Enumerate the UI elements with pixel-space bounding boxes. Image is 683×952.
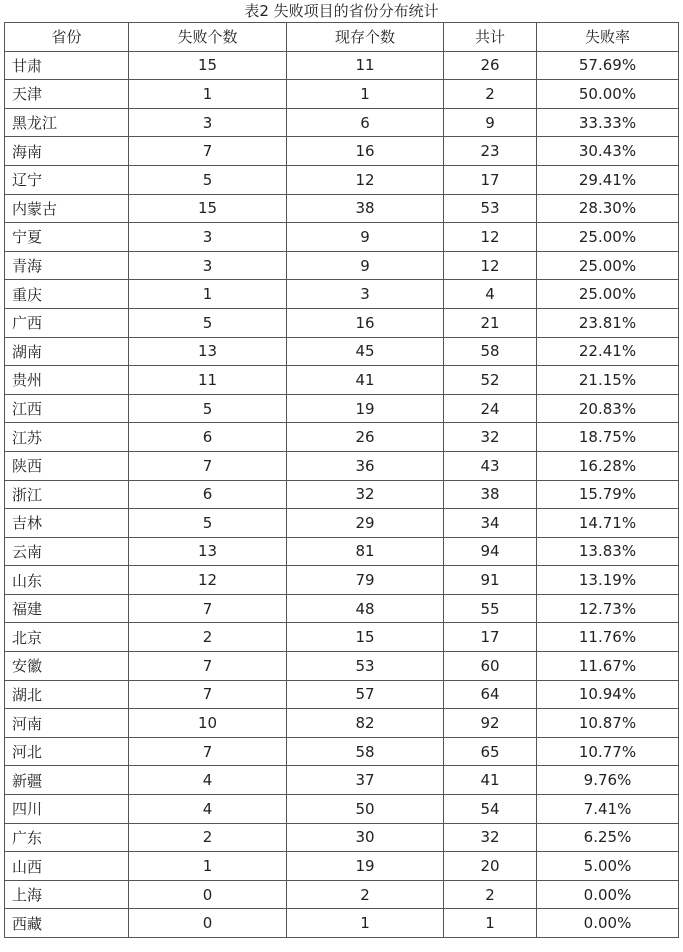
cell-total: 26 bbox=[444, 51, 537, 80]
cell-total: 2 bbox=[444, 80, 537, 109]
cell-failure-rate: 0.00% bbox=[537, 909, 679, 938]
cell-failure-rate: 9.76% bbox=[537, 766, 679, 795]
cell-failed-count: 6 bbox=[129, 423, 287, 452]
cell-total: 53 bbox=[444, 194, 537, 223]
table-row bbox=[5, 566, 679, 595]
cell-failure-rate: 23.81% bbox=[537, 308, 679, 337]
table-body bbox=[5, 51, 679, 937]
table-row bbox=[5, 165, 679, 194]
table-row bbox=[5, 766, 679, 795]
cell-total: 94 bbox=[444, 537, 537, 566]
table-row bbox=[5, 280, 679, 309]
cell-failed-count: 15 bbox=[129, 194, 287, 223]
cell-failed-count: 5 bbox=[129, 165, 287, 194]
table-row bbox=[5, 423, 679, 452]
cell-failure-rate: 11.76% bbox=[537, 623, 679, 652]
table-row bbox=[5, 308, 679, 337]
cell-failed-count: 3 bbox=[129, 251, 287, 280]
cell-existing-count: 32 bbox=[287, 480, 444, 509]
cell-existing-count: 12 bbox=[287, 165, 444, 194]
table-row bbox=[5, 394, 679, 423]
table-row bbox=[5, 594, 679, 623]
cell-existing-count: 82 bbox=[287, 709, 444, 738]
cell-failed-count: 7 bbox=[129, 594, 287, 623]
cell-province: 海南 bbox=[5, 137, 129, 166]
cell-existing-count: 79 bbox=[287, 566, 444, 595]
cell-failed-count: 0 bbox=[129, 880, 287, 909]
cell-failed-count: 5 bbox=[129, 509, 287, 538]
cell-failed-count: 5 bbox=[129, 394, 287, 423]
cell-failure-rate: 20.83% bbox=[537, 394, 679, 423]
cell-existing-count: 3 bbox=[287, 280, 444, 309]
table-row bbox=[5, 223, 679, 252]
cell-total: 91 bbox=[444, 566, 537, 595]
cell-province: 湖北 bbox=[5, 680, 129, 709]
cell-province: 贵州 bbox=[5, 366, 129, 395]
cell-failure-rate: 18.75% bbox=[537, 423, 679, 452]
cell-province: 福建 bbox=[5, 594, 129, 623]
cell-failure-rate: 13.83% bbox=[537, 537, 679, 566]
header-existing-count: 现存个数 bbox=[287, 23, 444, 52]
cell-existing-count: 2 bbox=[287, 880, 444, 909]
cell-total: 17 bbox=[444, 165, 537, 194]
cell-failure-rate: 6.25% bbox=[537, 823, 679, 852]
cell-total: 20 bbox=[444, 852, 537, 881]
cell-province: 陕西 bbox=[5, 451, 129, 480]
cell-failed-count: 6 bbox=[129, 480, 287, 509]
cell-failure-rate: 25.00% bbox=[537, 280, 679, 309]
cell-existing-count: 30 bbox=[287, 823, 444, 852]
cell-province: 江西 bbox=[5, 394, 129, 423]
cell-total: 12 bbox=[444, 223, 537, 252]
cell-province: 广东 bbox=[5, 823, 129, 852]
cell-failure-rate: 22.41% bbox=[537, 337, 679, 366]
table-row bbox=[5, 137, 679, 166]
table-row bbox=[5, 623, 679, 652]
cell-existing-count: 26 bbox=[287, 423, 444, 452]
table-row bbox=[5, 366, 679, 395]
cell-total: 64 bbox=[444, 680, 537, 709]
cell-failure-rate: 30.43% bbox=[537, 137, 679, 166]
cell-failure-rate: 10.77% bbox=[537, 737, 679, 766]
cell-total: 17 bbox=[444, 623, 537, 652]
cell-existing-count: 6 bbox=[287, 108, 444, 137]
table-row bbox=[5, 909, 679, 938]
cell-failure-rate: 10.94% bbox=[537, 680, 679, 709]
cell-existing-count: 48 bbox=[287, 594, 444, 623]
header-failed-count: 失败个数 bbox=[129, 23, 287, 52]
cell-failed-count: 1 bbox=[129, 280, 287, 309]
cell-total: 24 bbox=[444, 394, 537, 423]
cell-failed-count: 0 bbox=[129, 909, 287, 938]
cell-failed-count: 11 bbox=[129, 366, 287, 395]
cell-failed-count: 2 bbox=[129, 823, 287, 852]
cell-failure-rate: 29.41% bbox=[537, 165, 679, 194]
cell-failure-rate: 57.69% bbox=[537, 51, 679, 80]
table-caption: 表2 失败项目的省份分布统计 bbox=[244, 2, 439, 20]
table-row bbox=[5, 108, 679, 137]
cell-failure-rate: 33.33% bbox=[537, 108, 679, 137]
cell-total: 55 bbox=[444, 594, 537, 623]
cell-existing-count: 41 bbox=[287, 366, 444, 395]
cell-total: 34 bbox=[444, 509, 537, 538]
cell-province: 西藏 bbox=[5, 909, 129, 938]
cell-failure-rate: 15.79% bbox=[537, 480, 679, 509]
table-row bbox=[5, 194, 679, 223]
table-row bbox=[5, 509, 679, 538]
table-row bbox=[5, 451, 679, 480]
cell-province: 河南 bbox=[5, 709, 129, 738]
cell-failed-count: 1 bbox=[129, 80, 287, 109]
cell-province: 新疆 bbox=[5, 766, 129, 795]
cell-existing-count: 16 bbox=[287, 137, 444, 166]
cell-province: 北京 bbox=[5, 623, 129, 652]
cell-total: 2 bbox=[444, 880, 537, 909]
header-failure-rate: 失败率 bbox=[537, 23, 679, 52]
cell-existing-count: 37 bbox=[287, 766, 444, 795]
cell-province: 安徽 bbox=[5, 652, 129, 681]
cell-failure-rate: 21.15% bbox=[537, 366, 679, 395]
cell-existing-count: 29 bbox=[287, 509, 444, 538]
cell-province: 广西 bbox=[5, 308, 129, 337]
cell-failed-count: 12 bbox=[129, 566, 287, 595]
cell-failed-count: 15 bbox=[129, 51, 287, 80]
cell-failure-rate: 28.30% bbox=[537, 194, 679, 223]
cell-province: 四川 bbox=[5, 795, 129, 824]
cell-province: 辽宁 bbox=[5, 165, 129, 194]
cell-failed-count: 7 bbox=[129, 451, 287, 480]
cell-failed-count: 7 bbox=[129, 137, 287, 166]
cell-failure-rate: 5.00% bbox=[537, 852, 679, 881]
cell-failure-rate: 12.73% bbox=[537, 594, 679, 623]
table-row bbox=[5, 880, 679, 909]
cell-failure-rate: 11.67% bbox=[537, 652, 679, 681]
cell-total: 1 bbox=[444, 909, 537, 938]
cell-total: 23 bbox=[444, 137, 537, 166]
cell-existing-count: 53 bbox=[287, 652, 444, 681]
cell-total: 92 bbox=[444, 709, 537, 738]
table-row bbox=[5, 337, 679, 366]
cell-total: 54 bbox=[444, 795, 537, 824]
cell-total: 9 bbox=[444, 108, 537, 137]
cell-failure-rate: 7.41% bbox=[537, 795, 679, 824]
cell-failed-count: 1 bbox=[129, 852, 287, 881]
table-row bbox=[5, 480, 679, 509]
cell-failed-count: 13 bbox=[129, 537, 287, 566]
cell-failed-count: 10 bbox=[129, 709, 287, 738]
cell-province: 内蒙古 bbox=[5, 194, 129, 223]
cell-failed-count: 4 bbox=[129, 795, 287, 824]
cell-failed-count: 2 bbox=[129, 623, 287, 652]
cell-total: 12 bbox=[444, 251, 537, 280]
table-row bbox=[5, 80, 679, 109]
cell-total: 65 bbox=[444, 737, 537, 766]
cell-province: 天津 bbox=[5, 80, 129, 109]
cell-province: 山西 bbox=[5, 852, 129, 881]
cell-province: 江苏 bbox=[5, 423, 129, 452]
cell-existing-count: 9 bbox=[287, 251, 444, 280]
cell-failed-count: 5 bbox=[129, 308, 287, 337]
table-row bbox=[5, 652, 679, 681]
cell-province: 山东 bbox=[5, 566, 129, 595]
cell-total: 41 bbox=[444, 766, 537, 795]
table-row bbox=[5, 709, 679, 738]
header-row bbox=[5, 23, 679, 52]
cell-province: 甘肃 bbox=[5, 51, 129, 80]
cell-province: 上海 bbox=[5, 880, 129, 909]
cell-existing-count: 36 bbox=[287, 451, 444, 480]
cell-existing-count: 45 bbox=[287, 337, 444, 366]
cell-total: 21 bbox=[444, 308, 537, 337]
cell-province: 湖南 bbox=[5, 337, 129, 366]
cell-existing-count: 9 bbox=[287, 223, 444, 252]
header-province: 省份 bbox=[5, 23, 129, 52]
cell-existing-count: 19 bbox=[287, 394, 444, 423]
cell-failure-rate: 13.19% bbox=[537, 566, 679, 595]
cell-existing-count: 57 bbox=[287, 680, 444, 709]
cell-failed-count: 7 bbox=[129, 737, 287, 766]
cell-existing-count: 1 bbox=[287, 909, 444, 938]
table-row bbox=[5, 795, 679, 824]
cell-failure-rate: 14.71% bbox=[537, 509, 679, 538]
cell-province: 重庆 bbox=[5, 280, 129, 309]
cell-existing-count: 58 bbox=[287, 737, 444, 766]
cell-total: 4 bbox=[444, 280, 537, 309]
cell-existing-count: 38 bbox=[287, 194, 444, 223]
cell-existing-count: 1 bbox=[287, 80, 444, 109]
cell-failed-count: 7 bbox=[129, 680, 287, 709]
cell-total: 60 bbox=[444, 652, 537, 681]
cell-existing-count: 11 bbox=[287, 51, 444, 80]
cell-existing-count: 19 bbox=[287, 852, 444, 881]
cell-province: 青海 bbox=[5, 251, 129, 280]
cell-failure-rate: 25.00% bbox=[537, 251, 679, 280]
table-row bbox=[5, 680, 679, 709]
table-row bbox=[5, 537, 679, 566]
cell-existing-count: 16 bbox=[287, 308, 444, 337]
province-failure-table bbox=[4, 22, 679, 938]
table-row bbox=[5, 251, 679, 280]
cell-failed-count: 3 bbox=[129, 108, 287, 137]
cell-failure-rate: 25.00% bbox=[537, 223, 679, 252]
cell-failed-count: 13 bbox=[129, 337, 287, 366]
cell-existing-count: 50 bbox=[287, 795, 444, 824]
cell-total: 52 bbox=[444, 366, 537, 395]
cell-total: 32 bbox=[444, 423, 537, 452]
cell-existing-count: 15 bbox=[287, 623, 444, 652]
cell-province: 黑龙江 bbox=[5, 108, 129, 137]
cell-province: 吉林 bbox=[5, 509, 129, 538]
cell-failure-rate: 16.28% bbox=[537, 451, 679, 480]
cell-existing-count: 81 bbox=[287, 537, 444, 566]
header-total: 共计 bbox=[444, 23, 537, 52]
cell-failure-rate: 50.00% bbox=[537, 80, 679, 109]
cell-failed-count: 4 bbox=[129, 766, 287, 795]
table-row bbox=[5, 51, 679, 80]
table-row bbox=[5, 737, 679, 766]
cell-failure-rate: 0.00% bbox=[537, 880, 679, 909]
cell-total: 43 bbox=[444, 451, 537, 480]
cell-total: 32 bbox=[444, 823, 537, 852]
cell-province: 宁夏 bbox=[5, 223, 129, 252]
cell-province: 河北 bbox=[5, 737, 129, 766]
table-row bbox=[5, 823, 679, 852]
cell-failed-count: 7 bbox=[129, 652, 287, 681]
cell-province: 云南 bbox=[5, 537, 129, 566]
cell-total: 38 bbox=[444, 480, 537, 509]
cell-total: 58 bbox=[444, 337, 537, 366]
cell-failure-rate: 10.87% bbox=[537, 709, 679, 738]
cell-province: 浙江 bbox=[5, 480, 129, 509]
cell-failed-count: 3 bbox=[129, 223, 287, 252]
table-row bbox=[5, 852, 679, 881]
